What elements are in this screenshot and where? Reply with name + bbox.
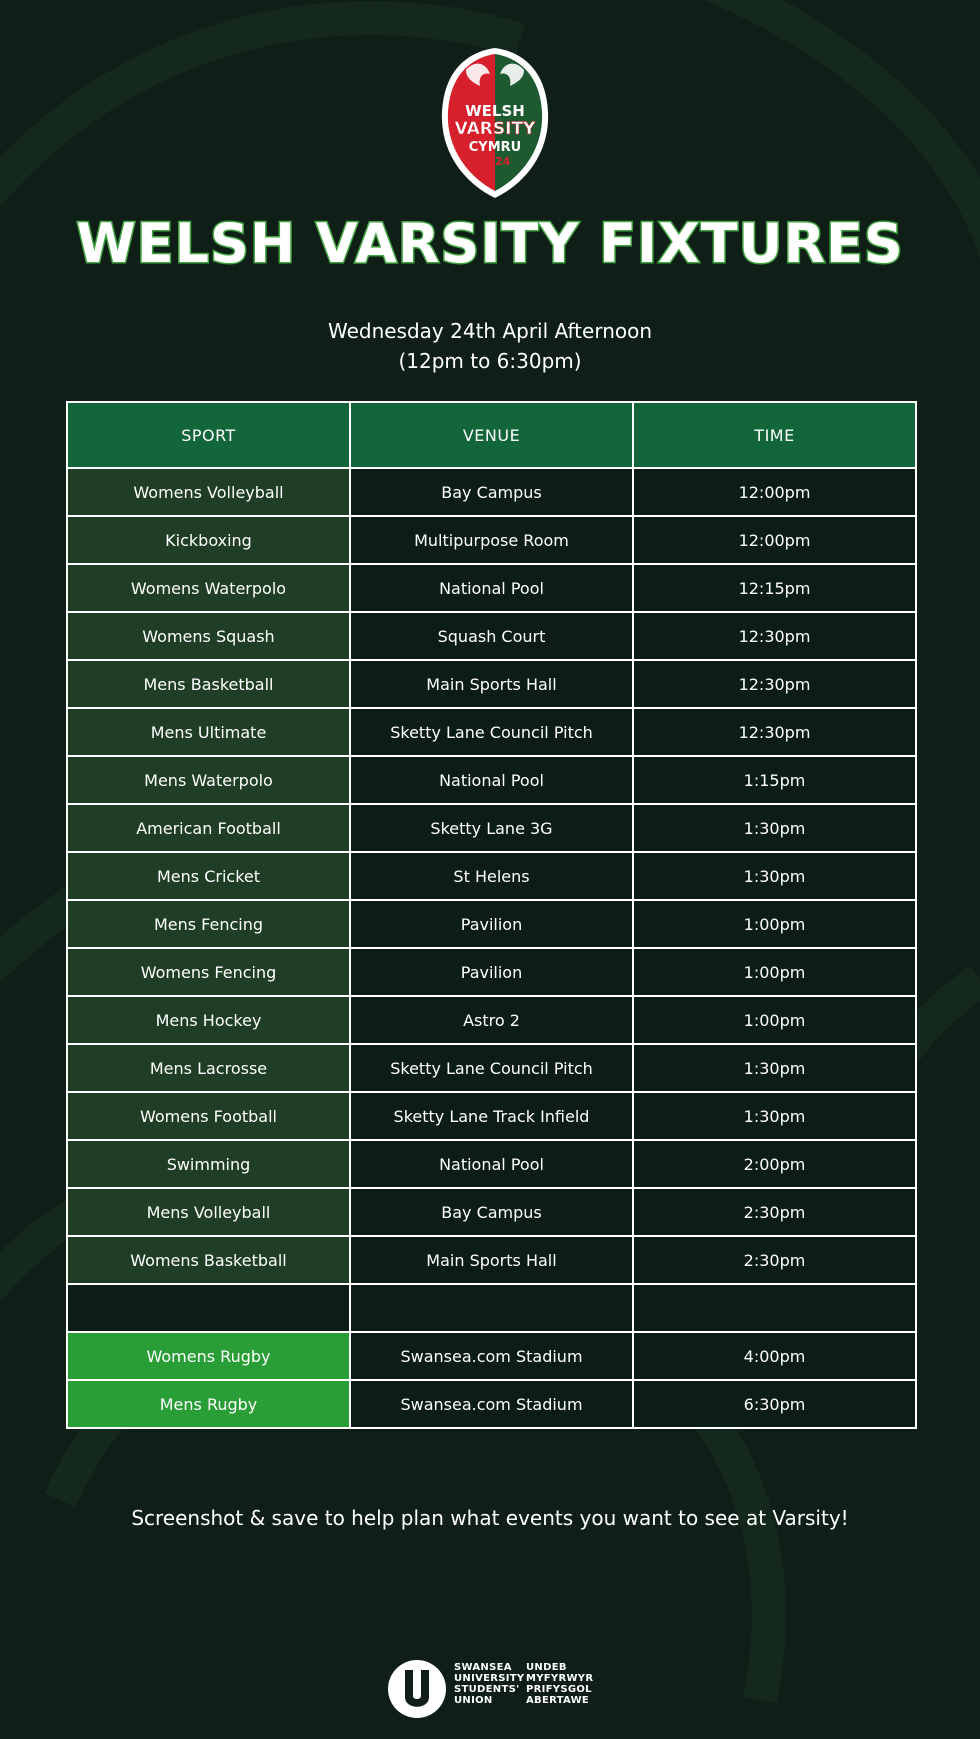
logo-text-cymru: CYMRU bbox=[468, 140, 522, 155]
venue-cell: Sketty Lane Council Pitch bbox=[350, 708, 633, 756]
time-cell: 12:30pm bbox=[633, 612, 916, 660]
sport-cell: Mens Fencing bbox=[67, 900, 350, 948]
su-u-badge-icon bbox=[386, 1656, 448, 1722]
sport-cell: Womens Waterpolo bbox=[67, 564, 350, 612]
time-cell: 1:00pm bbox=[633, 900, 916, 948]
header-time: TIME bbox=[633, 402, 916, 468]
time-cell: 1:30pm bbox=[633, 852, 916, 900]
su-cy-line: UNDEB bbox=[526, 1662, 567, 1673]
time-cell: 12:00pm bbox=[633, 516, 916, 564]
table-header-row bbox=[67, 402, 916, 468]
sport-cell: Womens Squash bbox=[67, 612, 350, 660]
sport-cell: Mens Hockey bbox=[67, 996, 350, 1044]
event-date-subtitle bbox=[0, 316, 980, 376]
venue-cell: Sketty Lane 3G bbox=[350, 804, 633, 852]
time-cell: 6:30pm bbox=[633, 1380, 916, 1428]
sport-cell: Womens Football bbox=[67, 1092, 350, 1140]
table-row bbox=[67, 852, 916, 900]
welsh-varsity-logo bbox=[436, 42, 554, 204]
table-row bbox=[67, 900, 916, 948]
time-cell: 12:00pm bbox=[633, 468, 916, 516]
venue-cell: Pavilion bbox=[350, 900, 633, 948]
fixtures-table bbox=[66, 401, 917, 1429]
table-row bbox=[67, 1188, 916, 1236]
header-sport: SPORT bbox=[67, 402, 350, 468]
su-cy-line: ABERTAWE bbox=[526, 1695, 590, 1706]
su-en-line: UNION bbox=[454, 1695, 493, 1706]
table-row bbox=[67, 804, 916, 852]
venue-cell: Multipurpose Room bbox=[350, 516, 633, 564]
sport-cell: Womens Volleyball bbox=[67, 468, 350, 516]
logo-text-welsh: WELSH bbox=[465, 102, 525, 120]
table-row bbox=[67, 1236, 916, 1284]
time-cell: 12:30pm bbox=[633, 660, 916, 708]
featured-sport-cell: Womens Rugby bbox=[67, 1332, 350, 1380]
screenshot-save-note: Screenshot & save to help plan what events you want to see at Varsity! bbox=[131, 1506, 849, 1530]
sport-cell: Mens Lacrosse bbox=[67, 1044, 350, 1092]
sport-cell: American Football bbox=[67, 804, 350, 852]
su-name-welsh bbox=[526, 1662, 593, 1706]
table-row bbox=[67, 468, 916, 516]
time-cell: 4:00pm bbox=[633, 1332, 916, 1380]
su-cy-line: PRIFYSGOL bbox=[526, 1684, 592, 1695]
sport-cell: Mens Volleyball bbox=[67, 1188, 350, 1236]
table-row bbox=[67, 708, 916, 756]
featured-sport-cell: Mens Rugby bbox=[67, 1380, 350, 1428]
venue-cell: Sketty Lane Council Pitch bbox=[350, 1044, 633, 1092]
venue-cell: St Helens bbox=[350, 852, 633, 900]
time-cell: 1:30pm bbox=[633, 1092, 916, 1140]
sport-cell: Mens Cricket bbox=[67, 852, 350, 900]
su-en-line: UNIVERSITY bbox=[454, 1673, 525, 1684]
su-en-line: STUDENTS' bbox=[454, 1684, 520, 1695]
venue-cell: Bay Campus bbox=[350, 1188, 633, 1236]
empty-spacer-row bbox=[67, 1284, 916, 1332]
time-cell: 1:00pm bbox=[633, 996, 916, 1044]
swansea-su-logo bbox=[386, 1656, 596, 1722]
table-row bbox=[67, 948, 916, 996]
table-row bbox=[67, 756, 916, 804]
event-time-range: (12pm to 6:30pm) bbox=[398, 349, 582, 373]
venue-cell: Swansea.com Stadium bbox=[350, 1380, 633, 1428]
time-cell: 12:15pm bbox=[633, 564, 916, 612]
time-cell: 2:00pm bbox=[633, 1140, 916, 1188]
table-row bbox=[67, 1092, 916, 1140]
time-cell: 2:30pm bbox=[633, 1188, 916, 1236]
venue-cell: Bay Campus bbox=[350, 468, 633, 516]
venue-cell: Swansea.com Stadium bbox=[350, 1332, 633, 1380]
table-row bbox=[67, 516, 916, 564]
venue-cell: Main Sports Hall bbox=[350, 1236, 633, 1284]
table-row bbox=[67, 612, 916, 660]
fixtures-table-body bbox=[67, 468, 916, 1428]
su-name-english bbox=[454, 1662, 524, 1706]
su-cy-line: MYFYRWYR bbox=[526, 1673, 594, 1684]
time-cell: 1:30pm bbox=[633, 804, 916, 852]
empty-cell bbox=[633, 1284, 916, 1332]
empty-cell bbox=[67, 1284, 350, 1332]
table-row bbox=[67, 996, 916, 1044]
venue-cell: Astro 2 bbox=[350, 996, 633, 1044]
featured-table-row bbox=[67, 1380, 916, 1428]
sport-cell: Swimming bbox=[67, 1140, 350, 1188]
header-venue: VENUE bbox=[350, 402, 633, 468]
venue-cell: National Pool bbox=[350, 1140, 633, 1188]
logo-text-year: 2024 bbox=[479, 155, 511, 168]
time-cell: 1:30pm bbox=[633, 1044, 916, 1092]
sport-cell: Kickboxing bbox=[67, 516, 350, 564]
empty-cell bbox=[350, 1284, 633, 1332]
table-row bbox=[67, 1044, 916, 1092]
sport-cell: Womens Fencing bbox=[67, 948, 350, 996]
event-date: Wednesday 24th April Afternoon bbox=[327, 319, 653, 343]
table-row bbox=[67, 1140, 916, 1188]
page-title: WELSH VARSITY FIXTURES bbox=[76, 212, 904, 275]
sport-cell: Mens Basketball bbox=[67, 660, 350, 708]
venue-cell: Pavilion bbox=[350, 948, 633, 996]
logo-text-varsity: VARSITY bbox=[454, 119, 536, 139]
time-cell: 2:30pm bbox=[633, 1236, 916, 1284]
table-row bbox=[67, 564, 916, 612]
venue-cell: Sketty Lane Track Infield bbox=[350, 1092, 633, 1140]
sport-cell: Mens Waterpolo bbox=[67, 756, 350, 804]
time-cell: 1:00pm bbox=[633, 948, 916, 996]
venue-cell: Main Sports Hall bbox=[350, 660, 633, 708]
time-cell: 1:15pm bbox=[633, 756, 916, 804]
sport-cell: Womens Basketball bbox=[67, 1236, 350, 1284]
su-en-line: SWANSEA bbox=[454, 1662, 512, 1673]
sport-cell: Mens Ultimate bbox=[67, 708, 350, 756]
venue-cell: National Pool bbox=[350, 756, 633, 804]
venue-cell: National Pool bbox=[350, 564, 633, 612]
table-row bbox=[67, 660, 916, 708]
time-cell: 12:30pm bbox=[633, 708, 916, 756]
featured-table-row bbox=[67, 1332, 916, 1380]
venue-cell: Squash Court bbox=[350, 612, 633, 660]
